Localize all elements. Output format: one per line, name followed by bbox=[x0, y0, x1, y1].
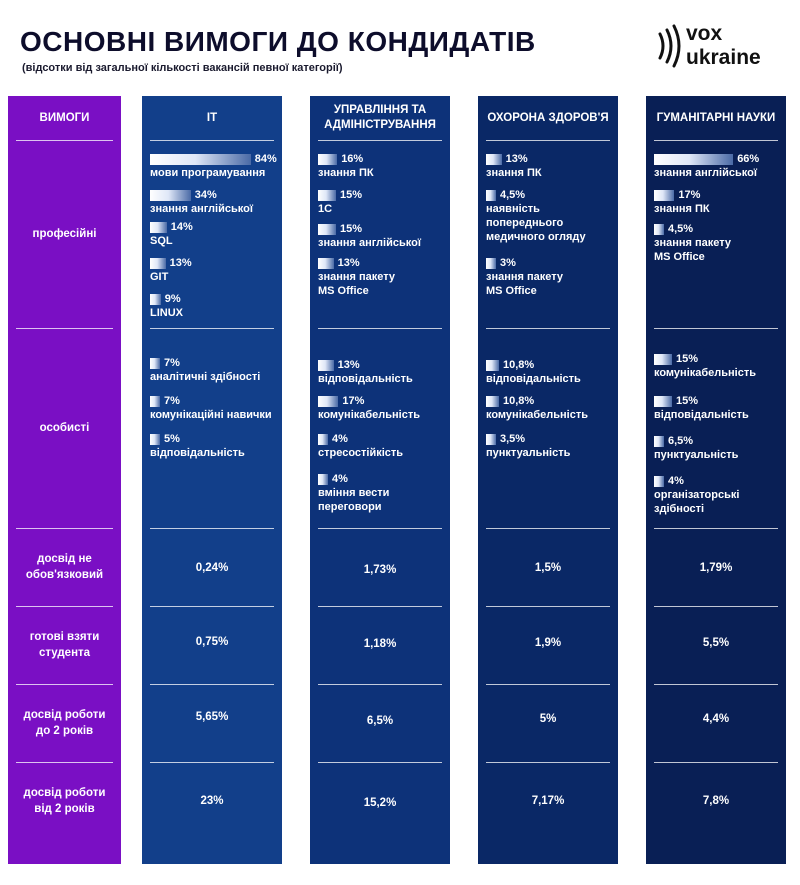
bar-row bbox=[318, 256, 446, 270]
divider bbox=[486, 684, 610, 685]
bar bbox=[486, 360, 499, 371]
bar-category-label: здібності bbox=[654, 503, 705, 515]
bar bbox=[654, 154, 733, 165]
bar-value-label: 9% bbox=[164, 293, 181, 305]
bar-item bbox=[318, 152, 446, 180]
value-exp-under-2: 4,4% bbox=[702, 713, 730, 725]
bar-category-label: знання пакету bbox=[654, 237, 732, 249]
bar-value-label: 3,5% bbox=[500, 433, 526, 445]
bar bbox=[318, 258, 334, 269]
bar bbox=[150, 358, 160, 369]
bar-category-label: комунікабельність bbox=[654, 367, 756, 379]
bar-value-label: 17% bbox=[342, 395, 365, 407]
bar bbox=[150, 294, 161, 305]
bar-category-label: знання ПК bbox=[486, 167, 542, 179]
bar-value-label: 5% bbox=[164, 433, 180, 445]
bar-item bbox=[318, 256, 446, 298]
bar bbox=[318, 474, 328, 485]
bar-item bbox=[654, 434, 782, 462]
bar-row bbox=[654, 474, 782, 488]
bar-category-label: відповідальність bbox=[150, 447, 245, 459]
bar bbox=[654, 190, 674, 201]
bar-item bbox=[486, 432, 614, 460]
bar-value-label: 14% bbox=[170, 221, 193, 233]
bar-category-label: організаторські bbox=[654, 489, 740, 501]
bar-row bbox=[318, 394, 446, 408]
bar-item bbox=[654, 152, 782, 180]
bar-category-label: знання пакету bbox=[318, 271, 396, 283]
value-exp-over-2: 7,17% bbox=[531, 795, 565, 807]
bar-item bbox=[318, 358, 446, 386]
bar-value-label: 34% bbox=[194, 189, 217, 201]
value-exp-over-2: 23% bbox=[200, 795, 224, 807]
bar-item bbox=[150, 220, 278, 248]
bar-category-label: SQL bbox=[150, 235, 173, 247]
bar-value-label: 15% bbox=[340, 223, 363, 235]
logo-text bbox=[686, 22, 761, 70]
bar-row bbox=[654, 394, 782, 408]
bar-value-label: 10,8% bbox=[502, 359, 535, 371]
bar-item bbox=[486, 394, 614, 422]
bar-category-label: аналітичні здібності bbox=[150, 371, 261, 383]
logo-line-2: ukraine bbox=[686, 46, 761, 69]
bar-row bbox=[654, 352, 782, 366]
divider bbox=[654, 140, 778, 141]
bar-row bbox=[318, 222, 446, 236]
bar-value-label: 4% bbox=[668, 475, 684, 487]
value-exp-under-2: 6,5% bbox=[366, 715, 394, 727]
bar-value-label: 66% bbox=[737, 153, 760, 165]
divider bbox=[654, 684, 778, 685]
bar-row bbox=[150, 220, 278, 234]
bar-value-label: 4,5% bbox=[500, 189, 526, 201]
bar-value-label: 13% bbox=[337, 359, 360, 371]
bar-item bbox=[318, 472, 446, 514]
bar bbox=[150, 222, 167, 233]
divider bbox=[150, 528, 274, 529]
bar-category-label: пунктуальність bbox=[654, 449, 739, 461]
bar-category-label: медичного огляду bbox=[486, 231, 586, 243]
value-students: 1,18% bbox=[363, 638, 397, 650]
divider bbox=[150, 762, 274, 763]
divider bbox=[486, 328, 610, 329]
category-header: УПРАВЛІННЯ ТА АДМІНІСТРУВАННЯ bbox=[324, 104, 436, 131]
bar-category-label: відповідальність bbox=[318, 373, 413, 385]
bar-category-label: мови програмування bbox=[150, 167, 266, 179]
bar-item bbox=[654, 222, 782, 264]
value-no-experience: 1,5% bbox=[534, 562, 562, 574]
value-students: 1,9% bbox=[534, 637, 562, 649]
bar-value-label: 84% bbox=[254, 153, 277, 165]
bar-value-label: 7% bbox=[164, 395, 180, 407]
value-students: 5,5% bbox=[702, 637, 730, 649]
bar-item bbox=[318, 394, 446, 422]
value-no-experience: 0,24% bbox=[195, 562, 229, 574]
bar-row bbox=[150, 394, 278, 408]
bar-item bbox=[318, 432, 446, 460]
row-label-exp-under-2: досвід роботи до 2 років bbox=[23, 709, 106, 737]
bar bbox=[318, 190, 336, 201]
sound-waves-icon bbox=[656, 24, 682, 68]
bar-value-label: 6,5% bbox=[668, 435, 694, 447]
bar-item bbox=[150, 152, 278, 180]
row-label-personal: особисті bbox=[39, 422, 90, 434]
bar-row bbox=[150, 188, 278, 202]
divider bbox=[318, 140, 442, 141]
bar-row bbox=[318, 188, 446, 202]
bar-value-label: 13% bbox=[169, 257, 192, 269]
divider bbox=[150, 606, 274, 607]
bar-row bbox=[486, 188, 614, 202]
bar bbox=[654, 436, 664, 447]
bar-value-label: 4% bbox=[332, 433, 348, 445]
bar-value-label: 16% bbox=[341, 153, 364, 165]
bar-item bbox=[654, 394, 782, 422]
requirements-header: ВИМОГИ bbox=[39, 111, 90, 124]
bar-value-label: 17% bbox=[678, 189, 701, 201]
bar-value-label: 13% bbox=[505, 153, 528, 165]
bar-category-label: стресостійкість bbox=[318, 447, 404, 459]
bar-category-label: знання англійської bbox=[318, 237, 421, 249]
category-column-it bbox=[142, 96, 282, 864]
row-label-exp-over-2: досвід роботи від 2 років bbox=[23, 787, 106, 815]
row-label-students: готові взяти студента bbox=[29, 631, 100, 659]
bar bbox=[486, 258, 496, 269]
value-exp-under-2: 5% bbox=[539, 713, 557, 725]
bar-row bbox=[150, 292, 278, 306]
bar-item bbox=[654, 474, 782, 516]
bar-category-label: попереднього bbox=[486, 217, 564, 229]
divider bbox=[318, 528, 442, 529]
bar-row bbox=[150, 256, 278, 270]
bar bbox=[486, 190, 496, 201]
bar-category-label: знання пакету bbox=[486, 271, 564, 283]
bar-item bbox=[150, 394, 278, 422]
divider bbox=[654, 762, 778, 763]
vox-ukraine-logo bbox=[656, 20, 776, 76]
bar-category-label: знання ПК bbox=[318, 167, 374, 179]
bar-category-label: комунікаційні навички bbox=[150, 409, 272, 421]
bar bbox=[654, 396, 672, 407]
value-exp-over-2: 7,8% bbox=[702, 795, 730, 807]
value-students: 0,75% bbox=[195, 636, 229, 648]
bar-category-label: MS Office bbox=[486, 285, 537, 297]
bar-item bbox=[486, 256, 614, 298]
bar-value-label: 7% bbox=[164, 357, 180, 369]
bar bbox=[150, 154, 251, 165]
bar-category-label: знання ПК bbox=[654, 203, 710, 215]
bar-item bbox=[654, 188, 782, 216]
bar bbox=[318, 224, 336, 235]
bar-item bbox=[486, 152, 614, 180]
divider bbox=[150, 140, 274, 141]
bar-category-label: пунктуальність bbox=[486, 447, 571, 459]
bar-row bbox=[486, 432, 614, 446]
value-exp-under-2: 5,65% bbox=[195, 711, 229, 723]
row-label-no-experience: досвід не обов'язковий bbox=[25, 553, 104, 581]
bar bbox=[654, 354, 672, 365]
bar bbox=[486, 396, 499, 407]
bar-value-label: 3% bbox=[500, 257, 516, 269]
divider bbox=[318, 328, 442, 329]
bar-category-label: вміння вести bbox=[318, 487, 390, 499]
bar bbox=[150, 190, 191, 201]
bar-row bbox=[318, 472, 446, 486]
divider bbox=[654, 528, 778, 529]
bar-value-label: 15% bbox=[676, 353, 699, 365]
value-no-experience: 1,73% bbox=[363, 564, 397, 576]
divider bbox=[486, 606, 610, 607]
bar-category-label: комунікабельність bbox=[486, 409, 588, 421]
bar-row bbox=[654, 188, 782, 202]
bar-value-label: 13% bbox=[337, 257, 360, 269]
bar-category-label: комунікабельність bbox=[318, 409, 420, 421]
divider bbox=[318, 762, 442, 763]
bar bbox=[654, 476, 664, 487]
divider bbox=[654, 606, 778, 607]
bar-row bbox=[486, 152, 614, 166]
divider bbox=[150, 328, 274, 329]
category-column-humanities bbox=[646, 96, 786, 864]
bar-row bbox=[486, 394, 614, 408]
bar-item bbox=[150, 188, 278, 216]
bar-value-label: 4,5% bbox=[668, 223, 694, 235]
bar-item bbox=[486, 188, 614, 244]
value-exp-over-2: 15,2% bbox=[363, 797, 397, 809]
page-title: ОСНОВНІ ВИМОГИ ДО КОНДИДАТІВ bbox=[20, 26, 536, 57]
bar-item bbox=[318, 222, 446, 250]
divider bbox=[318, 606, 442, 607]
bar-item bbox=[150, 356, 278, 384]
bar-category-label: відповідальність bbox=[654, 409, 749, 421]
bar-category-label: LINUX bbox=[150, 307, 183, 319]
divider bbox=[486, 762, 610, 763]
bar-category-label: 1С bbox=[318, 203, 333, 215]
requirements-column bbox=[8, 96, 121, 864]
divider bbox=[654, 328, 778, 329]
bar-row bbox=[318, 358, 446, 372]
category-column-healthcare bbox=[478, 96, 618, 864]
bar-row bbox=[654, 434, 782, 448]
bar-item bbox=[318, 188, 446, 216]
category-column-management bbox=[310, 96, 450, 864]
category-header: IT bbox=[206, 111, 218, 124]
bar bbox=[486, 154, 502, 165]
bar-row bbox=[654, 222, 782, 236]
bar-row bbox=[150, 152, 278, 166]
bar-category-label: MS Office bbox=[318, 285, 369, 297]
bar-value-label: 15% bbox=[676, 395, 699, 407]
bar bbox=[150, 258, 166, 269]
bar-item bbox=[654, 352, 782, 380]
category-header: ОХОРОНА ЗДОРОВ'Я bbox=[487, 111, 609, 124]
bar bbox=[150, 434, 160, 445]
bar-item bbox=[150, 256, 278, 284]
bar-category-label: відповідальність bbox=[486, 373, 581, 385]
bar-value-label: 15% bbox=[340, 189, 363, 201]
bar-category-label: знання англійської bbox=[654, 167, 757, 179]
page-subtitle: (відсотки від загальної кількості вакансій певної категорії) bbox=[22, 62, 343, 74]
bar bbox=[318, 154, 337, 165]
logo-line-1: vox bbox=[686, 22, 723, 45]
bar-item bbox=[486, 358, 614, 386]
bar bbox=[654, 224, 664, 235]
divider bbox=[318, 684, 442, 685]
bar bbox=[318, 360, 334, 371]
bar-category-label: MS Office bbox=[654, 251, 705, 263]
bar-value-label: 4% bbox=[332, 473, 348, 485]
bar-row bbox=[150, 356, 278, 370]
row-label-professional: професійні bbox=[32, 228, 97, 240]
bar-row bbox=[318, 152, 446, 166]
bar-value-label: 10,8% bbox=[502, 395, 535, 407]
bar-row bbox=[318, 432, 446, 446]
bar bbox=[318, 396, 338, 407]
bar-item bbox=[150, 432, 278, 460]
bar-category-label: наявність bbox=[486, 203, 540, 215]
value-no-experience: 1,79% bbox=[699, 562, 733, 574]
bar-row bbox=[150, 432, 278, 446]
category-header: ГУМАНІТАРНІ НАУКИ bbox=[656, 111, 776, 124]
bar-row bbox=[654, 152, 782, 166]
bar bbox=[318, 434, 328, 445]
bar bbox=[486, 434, 496, 445]
divider bbox=[150, 684, 274, 685]
bar-row bbox=[486, 358, 614, 372]
bar-category-label: переговори bbox=[318, 501, 382, 513]
divider bbox=[486, 528, 610, 529]
bar-category-label: GIT bbox=[150, 271, 169, 283]
bar bbox=[150, 396, 160, 407]
bar-category-label: знання англійської bbox=[150, 203, 253, 215]
bar-row bbox=[486, 256, 614, 270]
bar-item bbox=[150, 292, 278, 320]
divider bbox=[486, 140, 610, 141]
